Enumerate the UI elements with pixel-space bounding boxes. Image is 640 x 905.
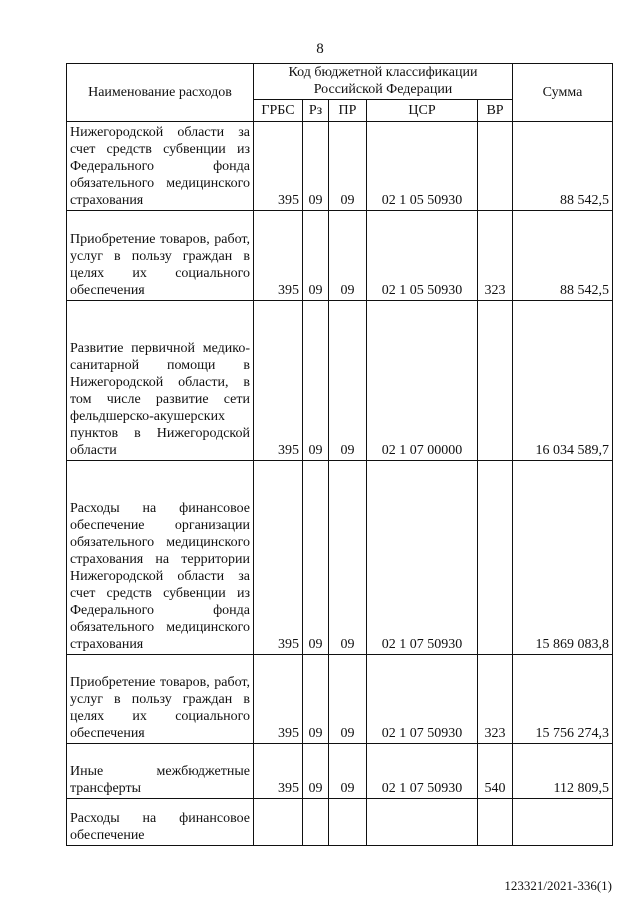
row-csr: 02 1 07 50930 xyxy=(367,744,478,799)
row-name: Расходы на финансовое обеспечение xyxy=(67,799,254,846)
table-row xyxy=(67,744,613,799)
header-grbs: ГРБС xyxy=(254,100,303,122)
header-sum: Сумма xyxy=(513,64,613,122)
header-name: Наименование расходов xyxy=(67,64,254,122)
header-vr: ВР xyxy=(478,100,513,122)
row-rz: 09 xyxy=(303,461,329,655)
row-pr: 09 xyxy=(329,461,367,655)
row-grbs: 395 xyxy=(254,655,303,744)
row-pr: 09 xyxy=(329,211,367,301)
row-vr: 323 xyxy=(478,211,513,301)
row-vr xyxy=(478,122,513,211)
row-sum xyxy=(513,799,613,846)
table-row xyxy=(67,461,613,655)
row-vr xyxy=(478,461,513,655)
row-csr xyxy=(367,799,478,846)
row-grbs: 395 xyxy=(254,461,303,655)
budget-table xyxy=(66,63,613,846)
row-vr: 540 xyxy=(478,744,513,799)
row-name: Нижегородской области за счет средств субвенции из Федерального фонда обязательного медицинского страхования xyxy=(67,122,254,211)
row-grbs xyxy=(254,799,303,846)
header-code-group: Код бюджетной классификации Российской Федерации xyxy=(254,64,513,100)
row-sum: 88 542,5 xyxy=(513,211,613,301)
row-rz xyxy=(303,799,329,846)
row-sum: 16 034 589,7 xyxy=(513,301,613,461)
row-sum: 15 869 083,8 xyxy=(513,461,613,655)
row-name: Приобретение товаров, работ, услуг в пользу граждан в целях их социального обеспечения xyxy=(67,211,254,301)
row-name: Приобретение товаров, работ, услуг в пользу граждан в целях их социального обеспечения xyxy=(67,655,254,744)
row-rz: 09 xyxy=(303,301,329,461)
row-csr: 02 1 05 50930 xyxy=(367,211,478,301)
page-number: 8 xyxy=(316,41,324,57)
row-pr: 09 xyxy=(329,744,367,799)
row-grbs: 395 xyxy=(254,211,303,301)
header-csr: ЦСР xyxy=(367,100,478,122)
row-grbs: 395 xyxy=(254,744,303,799)
row-sum: 112 809,5 xyxy=(513,744,613,799)
row-name: Развитие первичной медико-санитарной помощи в Нижегородской области, в том числе развитие сети фельдшерско-акушерских пунктов в Нижегородской области xyxy=(67,301,254,461)
row-pr xyxy=(329,799,367,846)
header-rz: Рз xyxy=(303,100,329,122)
table-row xyxy=(67,211,613,301)
row-vr: 323 xyxy=(478,655,513,744)
row-csr: 02 1 07 50930 xyxy=(367,461,478,655)
table-row xyxy=(67,301,613,461)
row-rz: 09 xyxy=(303,122,329,211)
row-pr: 09 xyxy=(329,301,367,461)
row-name: Расходы на финансовое обеспечение организации обязательного медицинского страхования на территории Нижегородской области за счет средств субвенции из Федерального фонда обязательного медицинского страхования xyxy=(67,461,254,655)
row-csr: 02 1 07 50930 xyxy=(367,655,478,744)
row-csr: 02 1 07 00000 xyxy=(367,301,478,461)
row-pr: 09 xyxy=(329,655,367,744)
table-row xyxy=(67,655,613,744)
row-rz: 09 xyxy=(303,211,329,301)
header-pr: ПР xyxy=(329,100,367,122)
row-pr: 09 xyxy=(329,122,367,211)
row-sum: 88 542,5 xyxy=(513,122,613,211)
row-vr xyxy=(478,301,513,461)
row-sum: 15 756 274,3 xyxy=(513,655,613,744)
document-code: 123321/2021-336(1) xyxy=(504,878,612,893)
row-rz: 09 xyxy=(303,744,329,799)
row-csr: 02 1 05 50930 xyxy=(367,122,478,211)
row-rz: 09 xyxy=(303,655,329,744)
row-vr xyxy=(478,799,513,846)
row-grbs: 395 xyxy=(254,122,303,211)
header-row-top xyxy=(67,64,613,100)
row-grbs: 395 xyxy=(254,301,303,461)
row-name: Иные межбюджетные трансферты xyxy=(67,744,254,799)
table-row xyxy=(67,122,613,211)
table-row xyxy=(67,799,613,846)
